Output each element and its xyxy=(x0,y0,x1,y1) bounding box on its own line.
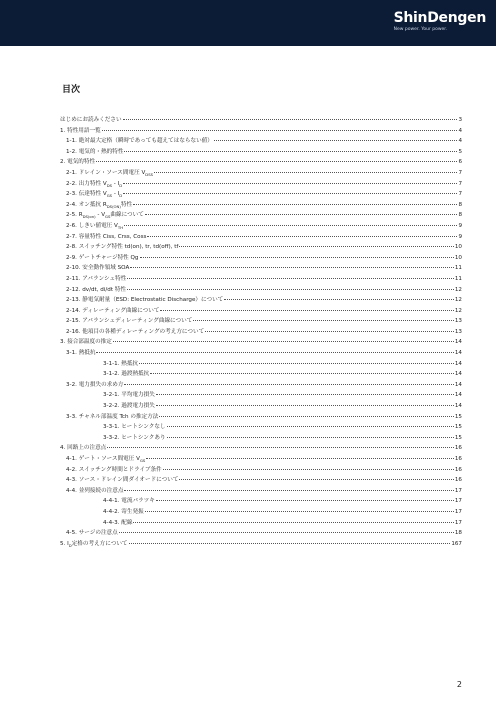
toc-entry-subscript: GS xyxy=(139,458,146,464)
toc-entry[interactable] xyxy=(60,327,462,338)
toc-entry-subscript: D xyxy=(119,182,123,188)
toc-entry-text: 2-3. 伝達特性 V xyxy=(66,191,107,198)
toc-entry-label xyxy=(60,539,128,548)
toc-entry-page: 15 xyxy=(454,413,462,420)
toc-entry-text: 4. 回路上の注意点 xyxy=(60,445,107,452)
toc-entry-label xyxy=(66,263,129,271)
toc-entry-page: 18 xyxy=(454,530,462,537)
toc-leader-dots xyxy=(96,161,457,162)
toc-entry-label xyxy=(60,337,112,345)
toc-leader-dots xyxy=(102,130,457,131)
toc-entry-text: 1-2. 電気的・熱的特性 xyxy=(66,148,124,155)
toc-entry-page: 9 xyxy=(458,222,462,229)
toc-entry[interactable] xyxy=(60,147,462,158)
toc-entry-label xyxy=(66,200,132,209)
toc-entry[interactable] xyxy=(60,475,462,486)
toc-entry-text: 2-1. ドレイン・ソース間電圧 V xyxy=(66,169,146,176)
toc-entry-subscript: GS xyxy=(105,214,111,220)
toc-leader-dots xyxy=(146,458,454,459)
toc-entry[interactable] xyxy=(60,348,462,359)
toc-entry-text: 2-15. アバランシェディレーティング曲線について xyxy=(66,318,193,325)
toc-entry-page: 12 xyxy=(454,297,462,304)
toc-entry[interactable] xyxy=(60,316,462,327)
toc-entry-label xyxy=(66,327,204,335)
toc-leader-dots xyxy=(139,363,454,364)
toc-entry-text: 2-14. ディレーティング曲線について xyxy=(66,307,160,314)
toc-leader-dots xyxy=(129,543,451,544)
toc-entry-text: 4-4-3. 配線 xyxy=(103,519,133,526)
toc-entry-text: - I xyxy=(112,191,120,198)
page-number: 2 xyxy=(456,680,462,689)
toc-entry-page: 16 xyxy=(454,445,462,452)
toc-entry-text: 1. 特性用語一覧 xyxy=(60,127,101,134)
toc-entry[interactable] xyxy=(60,518,462,529)
toc-entry[interactable] xyxy=(60,263,462,274)
toc-entry-label xyxy=(66,380,123,388)
toc-entry-label xyxy=(66,189,122,198)
toc-entry-page: 14 xyxy=(454,381,462,388)
toc-entry-page: 5 xyxy=(458,148,462,155)
toc-entry-text: 2. 電気的特性 xyxy=(60,159,96,166)
toc-entry[interactable] xyxy=(60,496,462,507)
toc-entry-page: 14 xyxy=(454,392,462,399)
toc-entry[interactable] xyxy=(60,422,462,433)
toc-entry-label xyxy=(103,507,144,515)
toc-entry-page: 12 xyxy=(454,286,462,293)
toc-entry-text: 3-2-2. 過渡電力損失 xyxy=(103,403,155,410)
toc-leader-dots xyxy=(156,394,454,395)
toc-entry-text: 2-8. スイッチング特性 td(on), tr, td(off), tf xyxy=(66,244,179,251)
toc-entry-page: 7 xyxy=(458,169,462,176)
toc-entry-label xyxy=(66,475,178,483)
toc-leader-dots xyxy=(214,140,457,141)
toc-entry-label xyxy=(66,274,126,282)
toc-entry-page: 7 xyxy=(458,191,462,198)
toc-entry-text: 2-6. しきい値電圧 V xyxy=(66,222,118,229)
brand-tagline: New power. Your power. xyxy=(393,27,448,32)
toc-entry-text: はじめにお読みください xyxy=(60,117,122,123)
toc-entry-label xyxy=(66,316,192,324)
toc-entry[interactable] xyxy=(60,115,462,126)
table-of-contents xyxy=(60,115,462,549)
toc-entry-text: 1-1. 絶対最大定格（瞬時であっても超えてはならない値） xyxy=(66,138,213,145)
toc-leader-dots xyxy=(140,257,454,258)
toc-entry[interactable] xyxy=(60,274,462,285)
toc-entry-subscript: GS xyxy=(106,193,113,199)
toc-entry[interactable] xyxy=(60,465,462,476)
toc-leader-dots xyxy=(224,299,454,300)
toc-entry-page: 4 xyxy=(458,127,462,134)
toc-entry[interactable] xyxy=(60,486,462,497)
toc-entry-label xyxy=(66,253,139,261)
toc-entry-label xyxy=(66,528,118,536)
toc-entry[interactable] xyxy=(60,253,462,264)
toc-leader-dots xyxy=(107,447,454,448)
toc-entry-page: 14 xyxy=(454,360,462,367)
toc-entry[interactable] xyxy=(60,369,462,380)
toc-entry-label xyxy=(103,518,132,526)
toc-entry-label xyxy=(66,136,213,144)
toc-entry-label xyxy=(66,179,122,188)
toc-entry[interactable] xyxy=(60,157,462,168)
toc-leader-dots xyxy=(167,426,454,427)
toc-entry[interactable] xyxy=(60,412,462,423)
toc-leader-dots xyxy=(113,341,454,342)
toc-entry-subscript: D xyxy=(119,193,123,199)
toc-entry[interactable] xyxy=(60,295,462,306)
toc-entry-label xyxy=(66,306,159,314)
toc-entry-page: 17 xyxy=(454,519,462,526)
toc-entry[interactable] xyxy=(60,168,462,179)
toc-entry-text: 定格の考え方について xyxy=(71,540,128,547)
toc-entry-label xyxy=(103,433,166,441)
toc-entry-text: 2-5. R xyxy=(66,212,83,219)
toc-entry-page: 14 xyxy=(454,350,462,357)
toc-entry-page: 13 xyxy=(454,318,462,325)
toc-entry-label xyxy=(66,465,162,473)
toc-entry-page: 167 xyxy=(451,540,462,547)
toc-leader-dots xyxy=(167,437,454,438)
toc-leader-dots xyxy=(96,352,453,353)
toc-entry-label xyxy=(66,412,158,420)
toc-entry-subscript: DSS xyxy=(145,172,154,178)
toc-leader-dots xyxy=(159,416,454,417)
toc-entry[interactable] xyxy=(60,539,462,550)
toc-entry-subscript: TH xyxy=(117,225,124,231)
toc-entry-text: 3-3-1. ヒートシンクなし xyxy=(103,424,166,431)
toc-leader-dots xyxy=(205,331,454,332)
toc-leader-dots xyxy=(133,522,453,523)
toc-entry-label xyxy=(103,422,166,430)
toc-entry[interactable] xyxy=(60,232,462,243)
toc-leader-dots xyxy=(163,469,454,470)
toc-leader-dots xyxy=(124,151,457,152)
toc-entry-label xyxy=(66,242,178,250)
toc-entry-text: 4-4-1. 電流バラツキ xyxy=(103,498,155,505)
toc-leader-dots xyxy=(133,204,457,205)
toc-entry-text: 2-10. 安全動作領域 SOA xyxy=(66,265,130,272)
toc-entry-text: 2-13. 静電気耐量（ESD: Electrostatic Discharge）について xyxy=(66,297,224,304)
toc-leader-dots xyxy=(130,267,454,268)
toc-entry[interactable] xyxy=(60,337,462,348)
toc-entry-label xyxy=(60,115,122,123)
toc-entry-page: 16 xyxy=(454,466,462,473)
toc-entry[interactable] xyxy=(60,390,462,401)
company-logo xyxy=(394,10,486,33)
toc-entry-page: 4 xyxy=(458,138,462,145)
toc-leader-dots xyxy=(145,214,457,215)
toc-entry-page: 15 xyxy=(454,424,462,431)
toc-entry[interactable] xyxy=(60,401,462,412)
toc-entry[interactable] xyxy=(60,242,462,253)
toc-entry-label xyxy=(103,401,155,409)
toc-entry-label xyxy=(66,486,123,494)
toc-leader-dots xyxy=(124,490,453,491)
toc-entry[interactable] xyxy=(60,200,462,211)
toc-entry[interactable] xyxy=(60,210,462,221)
toc-leader-dots xyxy=(193,320,454,321)
toc-leader-dots xyxy=(145,511,454,512)
toc-entry-text: 3-1. 熱抵抗 xyxy=(66,350,96,357)
toc-entry-text: 3-2-1. 平均電力損失 xyxy=(103,392,155,399)
toc-entry-page: 3 xyxy=(458,117,462,123)
toc-entry-text: 5. I xyxy=(60,540,69,547)
toc-entry-text: 3-3. チャネル部温度 Tch の推定方法 xyxy=(66,413,159,420)
toc-entry[interactable] xyxy=(60,528,462,539)
toc-entry-label xyxy=(60,157,95,165)
toc-entry-label xyxy=(103,359,138,367)
toc-entry-text: 4-5. サージの注意点 xyxy=(66,530,118,537)
toc-entry-text: 3-2. 電力損失の求め方 xyxy=(66,381,124,388)
toc-leader-dots xyxy=(123,119,457,120)
toc-entry[interactable] xyxy=(60,136,462,147)
toc-entry-text: 2-12. dv/dt, di/dt 特性 xyxy=(66,286,126,293)
toc-entry-label xyxy=(103,369,149,377)
toc-entry-text: 4-3. ソース・ドレイン間ダイオードについて xyxy=(66,477,179,484)
toc-entry-text: 2-16. 他項目の各種ディレーティングの考え方について xyxy=(66,328,205,335)
toc-entry-label xyxy=(66,295,223,303)
toc-entry-label xyxy=(66,221,123,230)
toc-entry-page: 9 xyxy=(458,233,462,240)
toc-entry-label xyxy=(66,232,146,240)
toc-entry-text: 2-9. ゲートチャージ特性 Qg xyxy=(66,254,139,261)
toc-entry-page: 14 xyxy=(454,339,462,346)
toc-entry-page: 11 xyxy=(454,265,462,272)
toc-entry[interactable] xyxy=(60,380,462,391)
toc-entry-subscript: DS(ON) xyxy=(106,203,121,209)
toc-entry-text: 4-4-2. 寄生発振 xyxy=(103,508,144,515)
toc-entry-text: 2-2. 出力特性 V xyxy=(66,180,107,187)
toc-leader-dots xyxy=(123,183,457,184)
toc-entry[interactable] xyxy=(60,126,462,137)
toc-entry-label xyxy=(66,285,126,293)
toc-leader-dots xyxy=(179,479,453,480)
toc-entry-text: - I xyxy=(112,180,120,187)
toc-entry-label xyxy=(103,496,155,504)
toc-leader-dots xyxy=(123,193,457,194)
toc-entry-label xyxy=(60,126,101,134)
toc-entry-page: 17 xyxy=(454,508,462,515)
toc-entry[interactable] xyxy=(60,285,462,296)
toc-entry-page: 10 xyxy=(454,244,462,251)
toc-entry-label xyxy=(60,443,106,451)
toc-entry[interactable] xyxy=(60,507,462,518)
toc-entry-page: 16 xyxy=(454,456,462,462)
toc-entry-page: 15 xyxy=(454,434,462,441)
toc-entry[interactable] xyxy=(60,433,462,444)
toc-entry-page: 17 xyxy=(454,498,462,505)
toc-leader-dots xyxy=(156,500,454,501)
toc-entry-page: 8 xyxy=(458,212,462,219)
toc-entry-text: 特性 xyxy=(120,201,133,208)
toc-entry-page: 16 xyxy=(454,477,462,484)
toc-entry-text: 2-4. オン抵抗 R xyxy=(66,201,107,208)
toc-entry-page: 8 xyxy=(458,201,462,208)
toc-leader-dots xyxy=(156,405,454,406)
toc-leader-dots xyxy=(127,278,454,279)
toc-entry-subscript: D xyxy=(68,542,72,548)
toc-leader-dots xyxy=(179,246,453,247)
toc-entry-page: 17 xyxy=(454,487,462,494)
brand-name: ShinDengen xyxy=(393,10,486,26)
toc-entry-page: 6 xyxy=(458,159,462,166)
page-title: 目次 xyxy=(62,85,81,95)
toc-entry-text: 4-4. 並列接続の注意点 xyxy=(66,487,124,494)
toc-entry-text: 3-1-1. 熱抵抗 xyxy=(103,360,139,367)
toc-entry-page: 7 xyxy=(458,180,462,187)
toc-entry-page: 10 xyxy=(454,254,462,261)
toc-entry-label xyxy=(66,348,95,356)
toc-entry-text: 4-2. スイッチング時間とドライブ条件 xyxy=(66,466,162,473)
header-banner xyxy=(0,0,496,46)
toc-entry-text: 3-1-2. 過渡熱抵抗 xyxy=(103,371,150,378)
toc-leader-dots xyxy=(160,310,453,311)
toc-entry[interactable] xyxy=(60,179,462,190)
toc-entry-text: - V xyxy=(95,212,106,219)
toc-entry-page: 14 xyxy=(454,403,462,410)
toc-entry-text: 3-3-2. ヒートシンクあり xyxy=(103,434,166,441)
toc-entry-text: 曲線について xyxy=(110,212,144,219)
toc-entry-page: 13 xyxy=(454,328,462,335)
toc-entry[interactable] xyxy=(60,221,462,232)
toc-entry-text: 3. 接合部温度の推定 xyxy=(60,339,112,346)
toc-leader-dots xyxy=(147,236,457,237)
toc-leader-dots xyxy=(124,384,453,385)
toc-entry-label xyxy=(66,454,145,463)
toc-entry-label xyxy=(103,390,155,398)
toc-entry[interactable] xyxy=(60,443,462,454)
toc-entry-page: 11 xyxy=(454,275,462,282)
toc-entry-text: 2-7. 容量特性 Ciss, Crss, Coss xyxy=(66,233,147,240)
toc-leader-dots xyxy=(124,225,457,226)
toc-leader-dots xyxy=(150,373,454,374)
toc-entry-page: 14 xyxy=(454,371,462,378)
toc-entry[interactable] xyxy=(60,189,462,200)
toc-leader-dots xyxy=(127,289,454,290)
toc-entry-label xyxy=(66,147,123,155)
toc-entry[interactable] xyxy=(60,306,462,317)
toc-leader-dots xyxy=(154,172,457,173)
toc-entry[interactable] xyxy=(60,454,462,465)
toc-entry-page: 12 xyxy=(454,307,462,314)
toc-entry-label xyxy=(66,168,153,177)
toc-entry-label xyxy=(66,210,144,219)
toc-entry-subscript: DS(on) xyxy=(82,214,96,220)
toc-entry[interactable] xyxy=(60,359,462,370)
toc-entry-text: 2-11. アバランシェ特性 xyxy=(66,275,127,282)
toc-entry-text: 4-1. ゲート・ソース間電圧 V xyxy=(66,456,140,462)
toc-entry-subscript: DS xyxy=(106,182,113,188)
toc-leader-dots xyxy=(119,532,454,533)
